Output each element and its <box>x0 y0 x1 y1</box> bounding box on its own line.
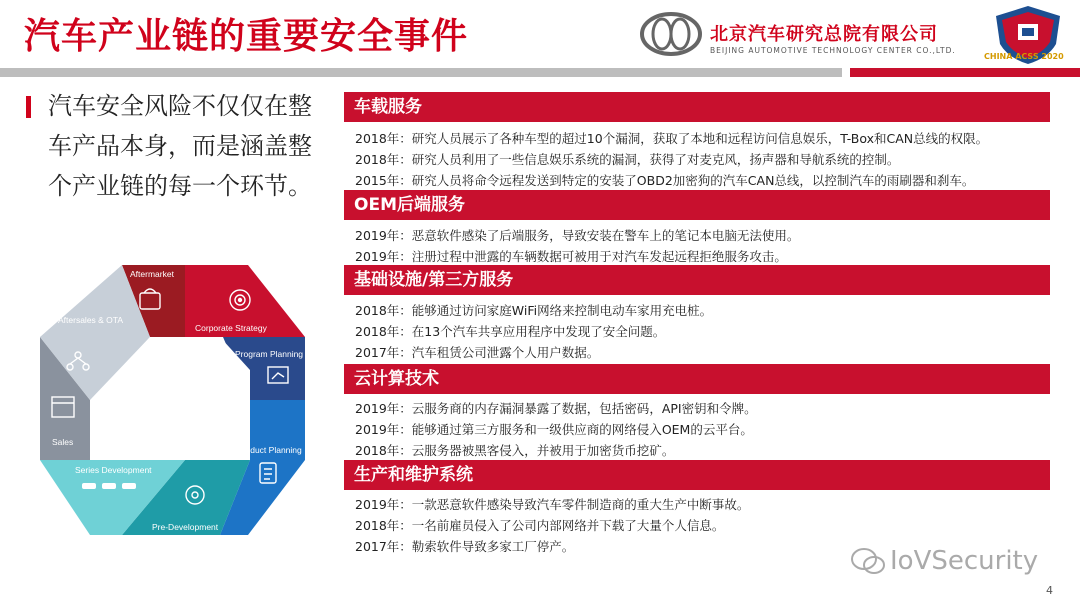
list-item: 2018年：研究人员展示了各种车型的超过10个漏洞，获取了本地和远程访问信息娱乐，T-Box和CAN总线的权限。 <box>355 131 989 146</box>
header-divider-red <box>850 68 1080 77</box>
list-item: 2019年：能够通过第三方服务和一级供应商的网络侵入OEM的云平台。 <box>355 422 753 437</box>
section-header-cloud-computing: 云计算技术 <box>344 364 1050 394</box>
section-header-oem-backend: OEM后端服务 <box>344 190 1050 220</box>
segment-label-sales: Sales <box>52 437 74 447</box>
cars-icon <box>82 483 136 489</box>
wechat-icon <box>850 546 886 576</box>
list-item: 2018年：一名前雇员侵入了公司内部网络并下载了大量个人信息。 <box>355 518 725 533</box>
section-header-vehicle-services: 车载服务 <box>344 92 1050 122</box>
list-item: 2017年：汽车租赁公司泄露个人用户数据。 <box>355 345 600 360</box>
segment-label-pre-development: Pre-Development <box>152 522 219 532</box>
list-item: 2018年：能够通过访问家庭WiFi网络来控制电动车家用充电桩。 <box>355 303 713 318</box>
badge-label: CHINA ACSS 2020 <box>984 52 1064 61</box>
company-name-en: BEIJING AUTOMOTIVE TECHNOLOGY CENTER CO.,LTD. <box>710 46 956 55</box>
company-name-cn: 北京汽车研究总院有限公司 <box>710 24 938 45</box>
baic-emblem-icon <box>640 10 702 58</box>
list-item: 2019年：恶意软件感染了后端服务，导致安装在警车上的笔记本电脑无法使用。 <box>355 228 800 243</box>
segment-label-product-planning: Product Planning <box>237 445 302 455</box>
segment-label-series-development: Series Development <box>75 465 152 475</box>
list-item: 2018年：云服务器被黑客侵入，并被用于加密货币挖矿。 <box>355 443 675 458</box>
list-item: 2017年：勒索软件导致多家工厂停产。 <box>355 539 575 554</box>
company-logo <box>640 10 970 62</box>
lead-accent-bar <box>26 96 31 118</box>
lead-text: 汽车安全风险不仅仅在整车产品本身，而是涵盖整个产业链的每一个环节。 <box>48 92 312 200</box>
segment-label-aftermarket: Aftermarket <box>130 269 174 279</box>
watermark: IoVSecurity <box>890 546 1039 576</box>
segment-label-aftersales-ota: Aftersales & OTA <box>58 315 124 325</box>
value-chain-diagram <box>30 255 340 545</box>
list-item: 2018年：在13个汽车共享应用程序中发现了安全问题。 <box>355 324 666 339</box>
list-item: 2019年：一款恶意软件感染导致汽车零件制造商的重大生产中断事故。 <box>355 497 750 512</box>
page-number: 4 <box>1046 584 1053 597</box>
section-header-production-maintenance: 生产和维护系统 <box>344 460 1050 490</box>
header-divider-grey <box>0 68 842 77</box>
segment-label-corporate-strategy: Corporate Strategy <box>195 323 267 333</box>
list-item: 2019年：注册过程中泄露的车辆数据可被用于对汽车发起远程拒绝服务攻击。 <box>355 249 787 264</box>
list-item: 2018年：研究人员利用了一些信息娱乐系统的漏洞，获得了对麦克风，扬声器和导航系统的控制。 <box>355 152 900 167</box>
page-title: 汽车产业链的重要安全事件 <box>24 16 469 57</box>
segment-label-program-planning: Program Planning <box>235 349 304 359</box>
list-item: 2015年：研究人员将命令远程发送到特定的安装了OBD2加密狗的汽车CAN总线，以控制汽车的雨刷器和刹车。 <box>355 173 975 188</box>
list-item: 2019年：云服务商的内存漏洞暴露了数据，包括密码，API密钥和令牌。 <box>355 401 757 416</box>
section-header-infrastructure: 基础设施/第三方服务 <box>344 265 1050 295</box>
